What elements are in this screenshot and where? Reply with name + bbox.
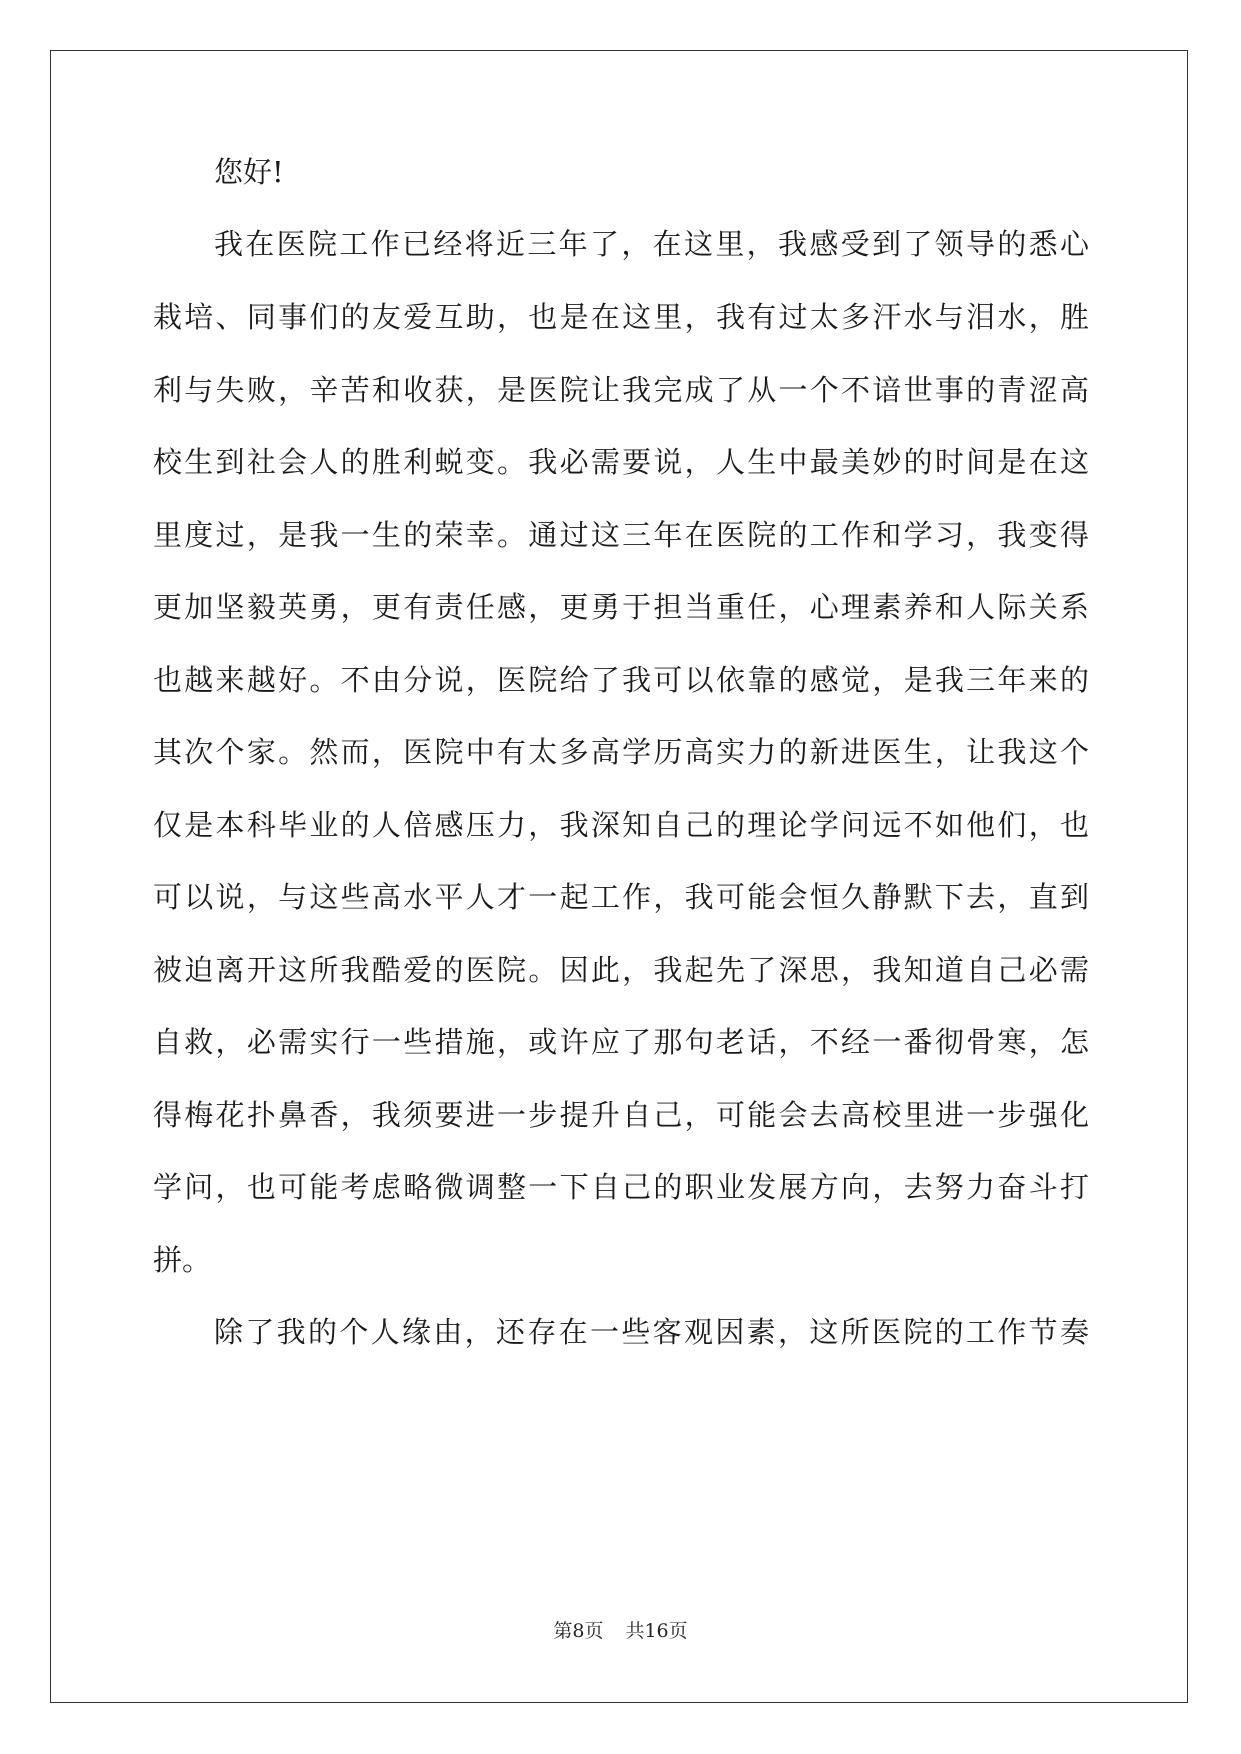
paragraph-1-line-2: 栽培、同事们的友爱互助，也是在这里，我有过太多汗水与泪水，胜: [153, 300, 1089, 334]
paragraph-1-line-13: 得梅花扑鼻香，我须要进一步提升自己，可能会去高校里进一步强化: [153, 1098, 1089, 1132]
page-number-total: 共16页: [625, 1620, 688, 1642]
paragraph-1-line-8: 其次个家。然而，医院中有太多高学历高实力的新进医生，让我这个: [153, 735, 1089, 769]
page-number-current: 第8页: [553, 1620, 604, 1642]
paragraph-1-line-15: 拼。: [153, 1243, 212, 1277]
paragraph-1-line-14: 学问，也可能考虑略微调整一下自己的职业发展方向，去努力奋斗打: [153, 1170, 1089, 1204]
paragraph-2-line-1: 除了我的个人缘由，还存在一些客观因素，这所医院的工作节奏: [214, 1315, 1089, 1349]
paragraph-1-line-1: 我在医院工作已经将近三年了，在这里，我感受到了领导的悉心: [214, 227, 1089, 261]
paragraph-1-line-3: 利与失败，辛苦和收获，是医院让我完成了从一个不谙世事的青涩高: [153, 373, 1089, 407]
greeting-line: 您好!: [214, 155, 284, 189]
paragraph-1-line-12: 自救，必需实行一些措施，或许应了那句老话，不经一番彻骨寒，怎: [153, 1025, 1089, 1059]
paragraph-1-line-6: 更加坚毅英勇，更有责任感，更勇于担当重任，心理素养和人际关系: [153, 590, 1089, 624]
paragraph-1-line-11: 被迫离开这所我酷爱的医院。因此，我起先了深思，我知道自己必需: [153, 953, 1089, 987]
paragraph-1-line-4: 校生到社会人的胜利蜕变。我必需要说，人生中最美妙的时间是在这: [153, 445, 1089, 479]
paragraph-1-line-5: 里度过，是我一生的荣幸。通过这三年在医院的工作和学习，我变得: [153, 518, 1089, 552]
paragraph-1-line-7: 也越来越好。不由分说，医院给了我可以依靠的感觉，是我三年来的: [153, 663, 1089, 697]
page-footer: [0, 1619, 1241, 1643]
paragraph-1-line-10: 可以说，与这些高水平人才一起工作，我可能会恒久静默下去，直到: [153, 880, 1089, 914]
paragraph-1-line-9: 仅是本科毕业的人倍感压力，我深知自己的理论学问远不如他们，也: [153, 808, 1089, 842]
